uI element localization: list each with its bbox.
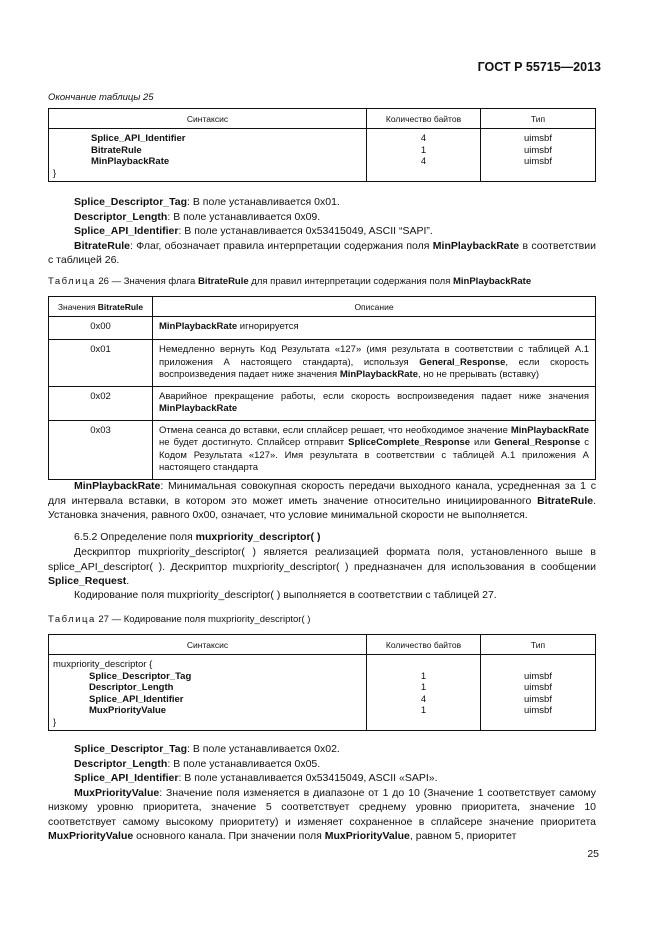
field-definitions-1 <box>48 195 596 268</box>
t25-row-type: uimsbf <box>524 144 552 156</box>
term: MinPlaybackRate <box>510 424 589 436</box>
t27-row-name: Descriptor_Length <box>89 682 174 693</box>
section-paragraph <box>48 545 596 589</box>
t26-value: 0x02 <box>49 386 153 420</box>
table-26-caption <box>48 276 531 287</box>
heading-term: muxpriority_descriptor( ) <box>195 531 321 543</box>
t26-description <box>153 420 596 479</box>
definition: : В поле устанавливается 0x09. <box>167 210 321 223</box>
t27-row-type: uimsbf <box>524 682 552 693</box>
definition: : В поле устанавливается 0x53415049, ASCII “SAPI”. <box>178 225 433 237</box>
header-term: BitrateRule <box>97 301 144 312</box>
t25-close-brace: } <box>53 167 57 179</box>
term: General_Response <box>494 437 581 448</box>
t27-row-type: uimsbf <box>524 693 552 705</box>
heading-text: 6.5.2 Определение поля <box>74 531 196 543</box>
term: Splice_API_Identifier <box>74 225 179 237</box>
t27-row-name: Splice_API_Identifier <box>89 693 184 705</box>
t27-row-type: uimsbf <box>524 705 552 716</box>
t27-row-type: uimsbf <box>524 670 552 682</box>
t26-value: 0x00 <box>49 317 153 340</box>
term: MuxPriorityValue <box>74 786 160 799</box>
caption-term: BitrateRule <box>197 276 249 287</box>
term: Descriptor_Length <box>74 757 168 770</box>
text: или <box>470 437 495 448</box>
text: Дескриптор muxpriority_descriptor( ) является реализацией формата поля, установленного выше в splice_API_descriptor( ). Дескриптор muxpriority_descriptor( ) предназначен для использования в сообщении <box>48 546 596 573</box>
t27-header-type: Тип <box>481 635 596 655</box>
text: . Установка значения, равного 0x00, означает, что условие минимальной скорости не выполняется. <box>48 494 596 521</box>
term: BitrateRule <box>74 239 131 252</box>
section-heading <box>48 530 596 545</box>
text: , но не прерывать (вставку) <box>417 369 539 380</box>
t26-header-description: Описание <box>153 297 596 317</box>
text: , если скорость воспроизведения падает ниже значения <box>159 356 589 380</box>
field-definitions-2 <box>48 742 596 844</box>
section-paragraph-2: Кодирование поля muxpriority_descriptor( ) выполняется в соответствии с таблицей 27. <box>74 589 497 601</box>
t27-header-syntax: Синтаксис <box>49 635 367 655</box>
definition: : В поле устанавливается 0x53415049, ASCII «SAPI». <box>178 772 438 784</box>
term: SpliceComplete_Response <box>348 437 471 448</box>
text: не будет достигнуто. Сплайсер отправит <box>159 437 349 448</box>
caption-prefix: Таблица <box>48 614 96 625</box>
text: . <box>126 575 130 587</box>
text: с Кодом Результата «127». Имя результата в соответствии с таблицей А.1 приложения А настоящего стандарта <box>159 437 590 473</box>
term: MinPlaybackRate <box>339 369 418 380</box>
term: Splice_API_Identifier <box>74 772 179 784</box>
t25-row-name: Splice_API_Identifier <box>91 133 186 144</box>
table-25-caption: Окончание таблицы 25 <box>48 92 154 103</box>
caption-text: 26 — Значения флага <box>95 276 198 287</box>
t27-close-brace: } <box>53 716 57 728</box>
t26-value: 0x03 <box>49 420 153 479</box>
t27-row-bytes: 1 <box>420 682 427 693</box>
t27-open: muxpriority_descriptor { <box>53 659 153 670</box>
t25-header-bytes: Количество байтов <box>367 109 481 129</box>
page-number: 25 <box>587 848 599 860</box>
term: Splice_Descriptor_Tag <box>74 743 188 755</box>
term: Descriptor_Length <box>74 210 168 223</box>
t25-row-type: uimsbf <box>524 156 552 167</box>
table-26 <box>48 296 596 480</box>
t25-row-name: BitrateRule <box>91 144 142 156</box>
t27-row-name: Splice_Descriptor_Tag <box>89 670 192 682</box>
t25-row-bytes: 4 <box>420 156 427 167</box>
standard-number: ГОСТ Р 55715—2013 <box>477 60 601 74</box>
caption-text: для правил интерпретации содержания поля <box>248 276 453 287</box>
t25-header-type: Тип <box>481 109 596 129</box>
definition: : В поле устанавливается 0x05. <box>167 757 321 770</box>
definition: : В поле устанавливается 0x01. <box>187 196 340 208</box>
t25-row-bytes: 1 <box>420 144 427 156</box>
caption-prefix: Таблица <box>48 276 96 287</box>
text: : Минимальная совокупная скорость передачи выходного канала, усредненная за 1 с для интервала вставки, в котором это может иметь значение относительно инициированного <box>48 480 596 507</box>
t27-row-name: MuxPriorityValue <box>89 705 167 716</box>
caption-term: MinPlaybackRate <box>452 276 532 287</box>
t26-header-values <box>49 297 153 317</box>
term: Splice_Request <box>48 575 127 587</box>
table-27-caption <box>48 614 310 625</box>
t26-description <box>153 340 596 387</box>
text: игнорируется <box>237 321 299 332</box>
term: MinPlaybackRate <box>74 480 161 492</box>
t27-row-bytes: 4 <box>420 693 427 705</box>
table-25 <box>48 108 596 182</box>
table-27 <box>48 634 596 731</box>
t27-header-bytes: Количество байтов <box>367 635 481 655</box>
definition: основного канала. При значении поля <box>133 830 325 842</box>
minplaybackrate-definition <box>48 479 596 523</box>
t26-description <box>153 317 596 340</box>
definition: : В поле устанавливается 0x02. <box>187 743 340 755</box>
term: MuxPriorityValue <box>48 830 134 842</box>
term: Splice_Descriptor_Tag <box>74 196 188 208</box>
text: Аварийное прекращение работы, если скорость воспроизведения падает ниже значения <box>159 390 589 402</box>
definition: : Флаг, обозначает правила интерпретации содержания поля <box>130 239 433 252</box>
term: MinPlaybackRate <box>432 239 520 252</box>
definition: , равном 5, приоритет <box>409 830 517 842</box>
term: MinPlaybackRate <box>159 403 238 414</box>
t25-row-name: MinPlaybackRate <box>91 156 170 167</box>
t25-row-bytes: 4 <box>420 133 427 144</box>
term: BitrateRule <box>537 494 594 507</box>
t25-header-syntax: Синтаксис <box>49 109 367 129</box>
term: MuxPriorityValue <box>324 830 410 842</box>
text: Немедленно вернуть Код Результата «127» (имя результата в соответствии с таблицей А.1 приложения А настоящего стандарта), используя <box>159 344 589 368</box>
t26-description <box>153 386 596 420</box>
caption-text: 27 — Кодирование поля muxpriority_descriptor( ) <box>95 614 311 625</box>
header-text: Значения <box>57 301 98 312</box>
t27-row-bytes: 1 <box>420 670 427 682</box>
term: General_Response <box>419 356 506 368</box>
t25-row-type: uimsbf <box>524 133 552 144</box>
text: Отмена сеанса до вставки, если сплайсер решает, что необходимое значение <box>159 424 511 436</box>
definition: : Значение поля изменяется в диапазоне от 1 до 10 (Значение 1 соответствует самому низкому уровню приоритета, значение 5 соответствует среднему уровню приоритета, значение 10 соответствует самому высокому приоритету) и изменяет сохраненное в сплайсере значение приоритета <box>48 786 596 828</box>
term: MinPlaybackRate <box>159 321 238 332</box>
t27-row-bytes: 1 <box>420 705 427 716</box>
t26-value: 0x01 <box>49 340 153 387</box>
definition: в соответствии с таблицей 26. <box>48 239 596 266</box>
